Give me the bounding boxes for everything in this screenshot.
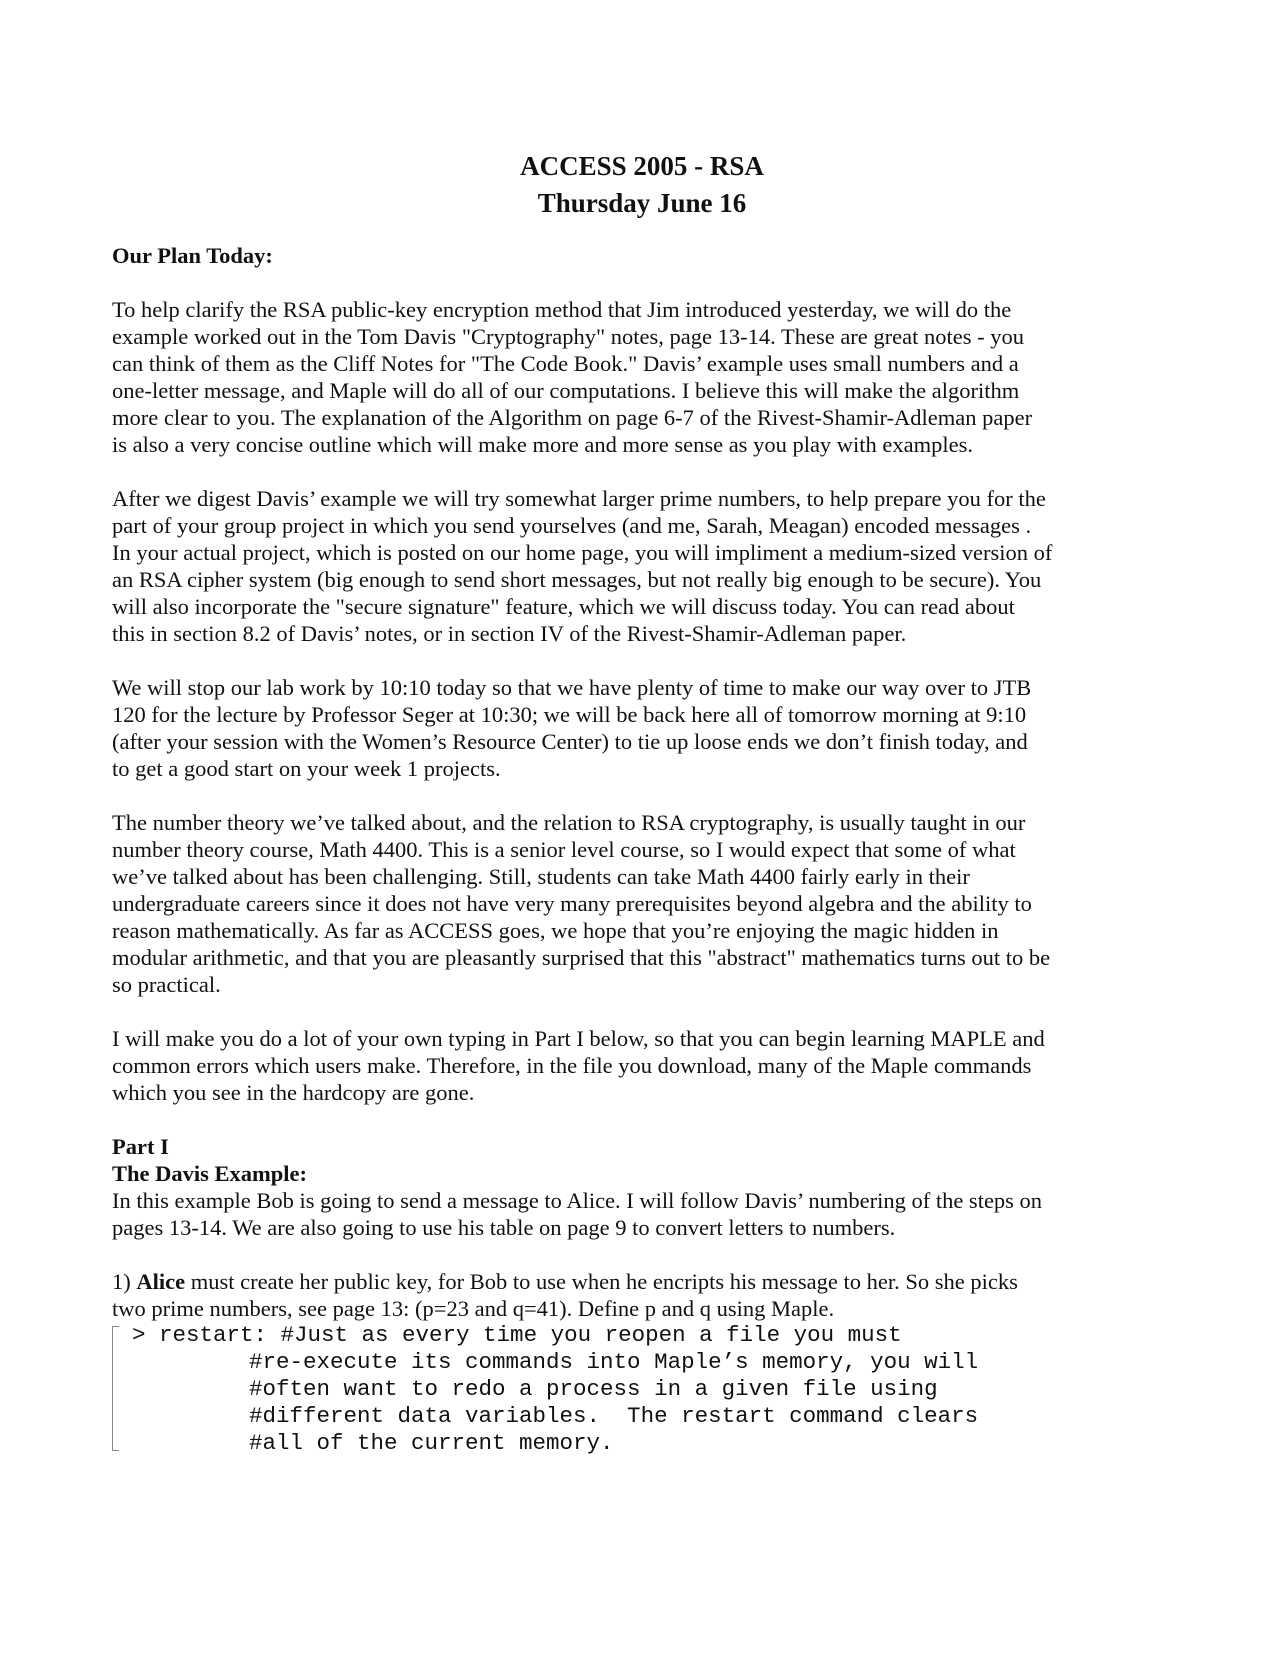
maple-code-block[interactable] [112, 1322, 1172, 1457]
plan-heading: Our Plan Today: [112, 243, 273, 268]
step-1 [112, 1268, 1172, 1322]
document-date: Thursday June 16 [537, 188, 747, 218]
part1-intro: In this example Bob is going to send a message to Alice. I will follow Davis’ numbering of the steps on pages 13-14. We are also going to use his table on page 9 to convert letters to numbers. [112, 1188, 1043, 1240]
plan-paragraph-3: We will stop our lab work by 10:10 today so that we have plenty of time to make our way over to JTB 120 for the lecture by Professor Seger at 10:30; we will be back here all of tomorrow morning at 9:10 (after your session with the Women’s Resource Center) to tie up loose ends we don’t finish today, and to get a good start on your week 1 projects. [112, 675, 1032, 781]
step-actor: Alice [136, 1269, 186, 1294]
plan-paragraph-2: After we digest Davis’ example we will try somewhat larger prime numbers, to help prepare you for the part of your group project in which you send yourselves (and me, Sarah, Meagan) encoded messages . In your actual project, which is posted on our home page, you will impliment a medium-sized version of an RSA cipher system (big enough to send short messages, but not really big enough to be secure). You will also incorporate the "secure signature" feature, which we will discuss today. You can read about this in section 8.2 of Davis’ notes, or in section IV of the Rivest-Shamir-Adleman paper. [112, 486, 1053, 646]
plan-paragraph-1: To help clarify the RSA public-key encryption method that Jim introduced yesterday, we will do the example worked out in the Tom Davis "Cryptography" notes, page 13-14. These are great notes - you can think of them as the Cliff Notes for "The Code Book." Davis’ example uses small numbers and a one-letter message, and Maple will do all of our computations. I believe this will make the algorithm more clear to you. The explanation of the Algorithm on page 6-7 of the Rivest-Shamir-Adleman paper is also a very concise outline which will make more and more sense as you play with examples. [112, 297, 1033, 457]
part1-heading: Part I [112, 1134, 169, 1159]
step-text: must create her public key, for Bob to use when he encripts his message to her. So she picks [185, 1269, 1018, 1294]
part1-subheading: The Davis Example: [112, 1161, 308, 1186]
step-number: 1) [112, 1269, 137, 1294]
maple-command[interactable]: > restart: #Just as every time you reopen a file you must #re-execute its commands into Maple’s memory, you will #often want to redo a process in a given file using #different data variables. The restart command clears #all of the current memory. [132, 1322, 979, 1456]
execution-group-bracket[interactable] [112, 1326, 119, 1451]
plan-paragraph-5: I will make you do a lot of your own typing in Part I below, so that you can begin learning MAPLE and common errors which users make. Therefore, in the file you download, many of the Maple commands which you see in the hardcopy are gone. [112, 1026, 1045, 1105]
document-title: ACCESS 2005 - RSA [520, 151, 764, 181]
step-text-line-2: two prime numbers, see page 13: (p=23 and q=41). Define p and q using Maple. [112, 1296, 835, 1321]
plan-paragraph-4: The number theory we’ve talked about, and the relation to RSA cryptography, is usually taught in our number theory course, Math 4400. This is a senior level course, so I would expect that some of what we’ve talked about has been challenging. Still, students can take Math 4400 fairly early in their undergraduate careers since it does not have very many prerequisites beyond algebra and the ability to reason mathematically. As far as ACCESS goes, we hope that you’re enjoying the magic hidden in modular arithmetic, and that you are pleasantly surprised that this "abstract" mathematics turns out to be so practical. [112, 810, 1051, 997]
document-page [112, 148, 1172, 1457]
